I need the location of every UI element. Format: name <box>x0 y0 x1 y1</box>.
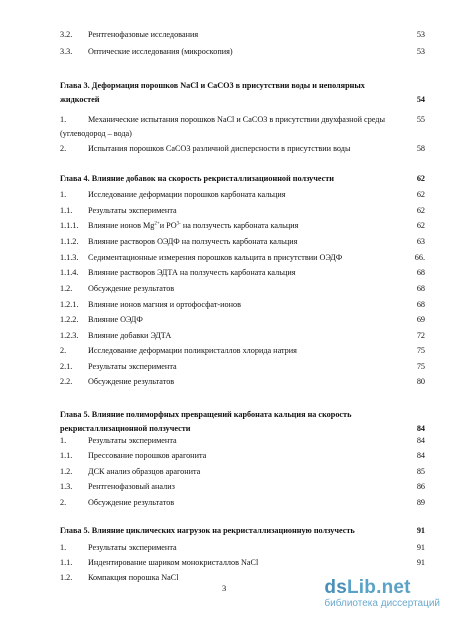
entry-title: Исследование деформации порошков карбоната кальция <box>88 190 286 199</box>
page-number-entry: 91 <box>416 526 425 535</box>
entry-title: Результаты эксперимента <box>88 362 177 371</box>
entry-title: Прессование порошков арагонита <box>88 451 207 460</box>
toc-entry <box>60 188 425 202</box>
page-number-entry: 63 <box>416 237 425 246</box>
entry-number: 2. <box>60 498 67 507</box>
page-number-entry: 85 <box>416 467 425 476</box>
entry-number: 1.1.3. <box>60 253 79 262</box>
entry-number: 1.2.1. <box>60 300 79 309</box>
toc-entry <box>60 524 425 538</box>
toc-entry-continuation <box>60 127 425 141</box>
entry-title: Влияние растворов ЭДТА на ползучесть карбоната кальция <box>88 268 296 277</box>
page-number-entry: 62 <box>416 174 425 183</box>
entry-title <box>88 219 298 233</box>
entry-title: Индентирование шариком монокристаллов NaCl <box>88 558 259 567</box>
page-number-entry: 55 <box>416 115 425 124</box>
page-number-entry: 68 <box>416 284 425 293</box>
entry-number: 3.3. <box>60 47 73 56</box>
entry-title: (углеводород – вода) <box>60 129 132 138</box>
page-number-entry: 84 <box>416 451 425 460</box>
entry-number: 1.1.1. <box>60 221 79 230</box>
toc-entry <box>60 375 425 389</box>
toc-entry <box>60 465 425 479</box>
toc-entry <box>60 235 425 249</box>
toc-entry <box>60 298 425 312</box>
entry-title: Исследование деформации поликристаллов хлорида натрия <box>88 346 297 355</box>
entry-number: 1.1. <box>60 451 73 460</box>
chapter-title-line: Глава 5. Влияние полиморфных превращений карбоната кальция на скорость <box>60 410 352 419</box>
entry-title-part: и PO <box>159 221 177 230</box>
page-number-entry: 68 <box>416 268 425 277</box>
page-number-entry: 80 <box>416 377 425 386</box>
watermark <box>324 578 440 610</box>
toc-entry <box>60 172 425 186</box>
entry-title-part: Влияние ионов Mg <box>88 221 155 230</box>
toc-entry <box>60 449 425 463</box>
entry-title: Компакция порошка NaCl <box>88 573 179 582</box>
entry-title-part: на ползучесть карбоната кальция <box>180 221 299 230</box>
toc-entry <box>60 282 425 296</box>
toc-entry <box>60 219 425 233</box>
toc-entry <box>60 434 425 448</box>
page-number-entry: 53 <box>416 30 425 39</box>
toc-entry <box>60 251 425 265</box>
toc-entry <box>60 28 425 42</box>
toc-entry <box>60 556 425 570</box>
entry-number: 2.2. <box>60 377 73 386</box>
entry-title: Глава 5. Влияние циклических нагрузок на рекристаллизационную ползучесть <box>60 526 355 535</box>
toc-entry <box>60 266 425 280</box>
page-number-entry: 84 <box>416 436 425 445</box>
page-number-entry: 62 <box>416 206 425 215</box>
entry-title: Результаты эксперимента <box>88 543 177 552</box>
toc-entry <box>60 204 425 218</box>
entry-number: 1.1.2. <box>60 237 79 246</box>
toc-entry <box>60 113 425 127</box>
entry-title: ДСК анализ образцов арагонита <box>88 467 201 476</box>
entry-title: Влияние ионов магния и ортофосфат-ионов <box>88 300 241 309</box>
entry-title: Рентгенофазовые исследования <box>88 30 199 39</box>
toc-entry <box>60 541 425 555</box>
entry-number: 1.2. <box>60 284 73 293</box>
watermark-logo: dsLib.net <box>324 577 411 598</box>
entry-number: 1.1. <box>60 206 73 215</box>
entry-title: Оптические исследования (микроскопия) <box>88 47 233 56</box>
entry-number: 1.3. <box>60 482 73 491</box>
entry-number: 1. <box>60 543 67 552</box>
entry-number: 1. <box>60 436 67 445</box>
toc-entry <box>60 360 425 374</box>
entry-title: Седиментационные измерения порошков кальцита в присутствии ОЭДФ <box>88 253 343 262</box>
chapter-title-line: жидкостей <box>60 95 100 104</box>
entry-title: Обсуждение результатов <box>88 498 175 507</box>
page-number-entry: 69 <box>416 315 425 324</box>
entry-number: 2. <box>60 144 67 153</box>
page-number-entry: 84 <box>416 424 425 433</box>
chapter-title-line: Глава 3. Деформация порошков NaCl и CaCO3 в присутствии воды и неполярных <box>60 81 365 90</box>
entry-number: 3.2. <box>60 30 73 39</box>
page-number-entry: 62 <box>416 221 425 230</box>
toc-entry <box>60 496 425 510</box>
page-number-entry: 53 <box>416 47 425 56</box>
page-number-entry: 72 <box>416 331 425 340</box>
entry-title: Рентгенофазовый анализ <box>88 482 175 491</box>
entry-title: Влияние растворов ОЭДФ на ползучесть карбоната кальция <box>88 237 298 246</box>
watermark-subtitle: библиотека диссертаций <box>324 598 440 609</box>
page-number-entry: 86 <box>416 482 425 491</box>
entry-title: Глава 4. Влияние добавок на скорость рекристаллизационной ползучести <box>60 174 334 183</box>
page-number-entry: 58 <box>416 144 425 153</box>
entry-title: Результаты эксперимента <box>88 206 177 215</box>
entry-number: 1. <box>60 190 67 199</box>
page-number-entry: 91 <box>416 558 425 567</box>
chapter-title-line: рекристаллизационной ползучести <box>60 424 191 433</box>
page-number-entry: 68 <box>416 300 425 309</box>
page-number-entry: 89 <box>416 498 425 507</box>
page-number-entry: 66. <box>414 253 425 262</box>
toc-page-row <box>60 93 425 107</box>
entry-title: Механические испытания порошков NaCl и CaCO3 в присутствии двухфазной среды <box>88 115 385 124</box>
entry-title: Результаты эксперимента <box>88 436 177 445</box>
toc-entry <box>60 45 425 59</box>
toc-entry <box>60 344 425 358</box>
superscript: 2+ <box>154 221 160 227</box>
page-number: 3 <box>222 583 227 593</box>
page-number-entry: 54 <box>416 95 425 104</box>
entry-number: 1.2. <box>60 467 73 476</box>
entry-title: Влияние добавки ЭДТА <box>88 331 172 340</box>
toc-entry <box>60 480 425 494</box>
entry-number: 1.1.4. <box>60 268 79 277</box>
toc-entry <box>60 313 425 327</box>
entry-title: Обсуждение результатов <box>88 284 175 293</box>
entry-title: Обсуждение результатов <box>88 377 175 386</box>
entry-title: Влияние ОЭДФ <box>88 315 143 324</box>
entry-number: 1.1. <box>60 558 73 567</box>
entry-number: 1.2. <box>60 573 73 582</box>
toc-entry <box>60 329 425 343</box>
page-number-entry: 62 <box>416 190 425 199</box>
entry-number: 1.2.3. <box>60 331 79 340</box>
superscript: 3- <box>176 221 181 227</box>
entry-number: 2. <box>60 346 67 355</box>
toc-entry <box>60 142 425 156</box>
page-number-entry: 75 <box>416 346 425 355</box>
entry-number: 1. <box>60 115 67 124</box>
entry-number: 1.2.2. <box>60 315 79 324</box>
page-number-entry: 75 <box>416 362 425 371</box>
entry-title: Испытания порошков CaCO3 различной дисперсности в присутствии воды <box>88 144 351 153</box>
entry-number: 2.1. <box>60 362 73 371</box>
page-number-entry: 91 <box>416 543 425 552</box>
